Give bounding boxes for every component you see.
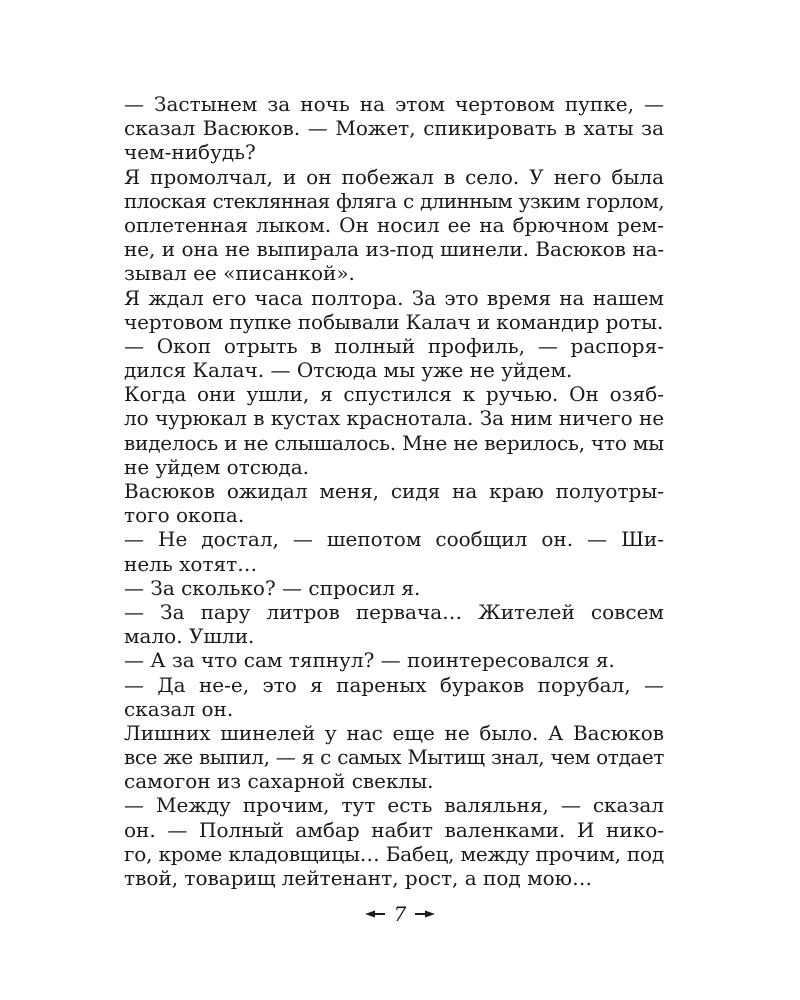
- text-line: чертовом пупке побывали Калач и командир роты.: [124, 309, 664, 334]
- text-line: твой, товарищ лейтенант, рост, а под мою…: [124, 866, 593, 890]
- text-line: зывал ее «писанкой».: [124, 261, 355, 286]
- page-number: 7: [393, 901, 407, 926]
- text-line: Лишних шинелей у нас еще не было. А Васюков: [124, 720, 664, 745]
- page-folio: [0, 900, 800, 926]
- text-line: — За пару литров первача… Жителей совсем: [124, 599, 664, 624]
- text-line: Васюков ожидал меня, сидя на краю полуотры-: [124, 479, 664, 503]
- text-line: — А за что сам тяпнул? — поинтересовался я.: [124, 648, 615, 673]
- text-line: виделось и не слышалось. Мне не верилось, что мы: [124, 430, 664, 455]
- text-line: Когда они ушли, я спустился к ручью. Он озяб-: [124, 382, 664, 407]
- text-line: ло чурюкал в кустах краснотала. За ним ничего не: [124, 406, 664, 431]
- text-line: он. — Полный амбар набит валенками. И нико-: [124, 817, 664, 842]
- body-text: [124, 92, 664, 890]
- text-line: — За сколько? — спросил я.: [124, 575, 421, 600]
- text-line: оплетенная лыком. Он носил ее на брючном рем-: [124, 212, 664, 237]
- text-line: Я ждал его часа полтора. За это время на нашем: [124, 285, 664, 310]
- text-line: все же выпил, — я с самых Мытищ знал, чем отдает: [124, 745, 664, 770]
- text-line: — Окоп отрыть в полный профиль, — распоря-: [124, 333, 664, 358]
- text-line: сказал он.: [124, 696, 234, 721]
- text-line: — Да не-е, это я пареных бураков порубал, —: [124, 672, 664, 697]
- text-line: — Застынем за ночь на этом чертовом пупке, —: [124, 92, 664, 116]
- text-line: сказал Васюков. — Может, спикировать в хаты за: [124, 116, 664, 141]
- text-line: го, кроме кладовщицы… Бабец, между прочим, под: [124, 841, 664, 866]
- text-line: чем-нибудь?: [124, 140, 256, 165]
- text-line: плоская стеклянная фляга с длинным узким горлом,: [124, 188, 664, 213]
- text-line: мало. Ушли.: [124, 624, 255, 649]
- text-line: не, и она не выпирала из-под шинели. Васюков на-: [124, 237, 664, 262]
- text-line: Я промолчал, и он побежал в село. У него была: [124, 164, 664, 189]
- text-line: — Не достал, — шепотом сообщил он. — Ши-: [124, 527, 664, 552]
- text-line: самогон из сахарной свеклы.: [124, 769, 434, 794]
- text-line: — Между прочим, тут есть валяльня, — сказал: [124, 793, 664, 818]
- text-line: не уйдем отсюда.: [124, 454, 309, 479]
- right-ornament-icon: [415, 909, 435, 919]
- text-line: дился Калач. — Отсюда мы уже не уйдем.: [124, 358, 573, 383]
- text-line: нель хотят…: [124, 551, 258, 576]
- text-line: того окопа.: [124, 503, 245, 528]
- left-ornament-icon: [365, 909, 385, 919]
